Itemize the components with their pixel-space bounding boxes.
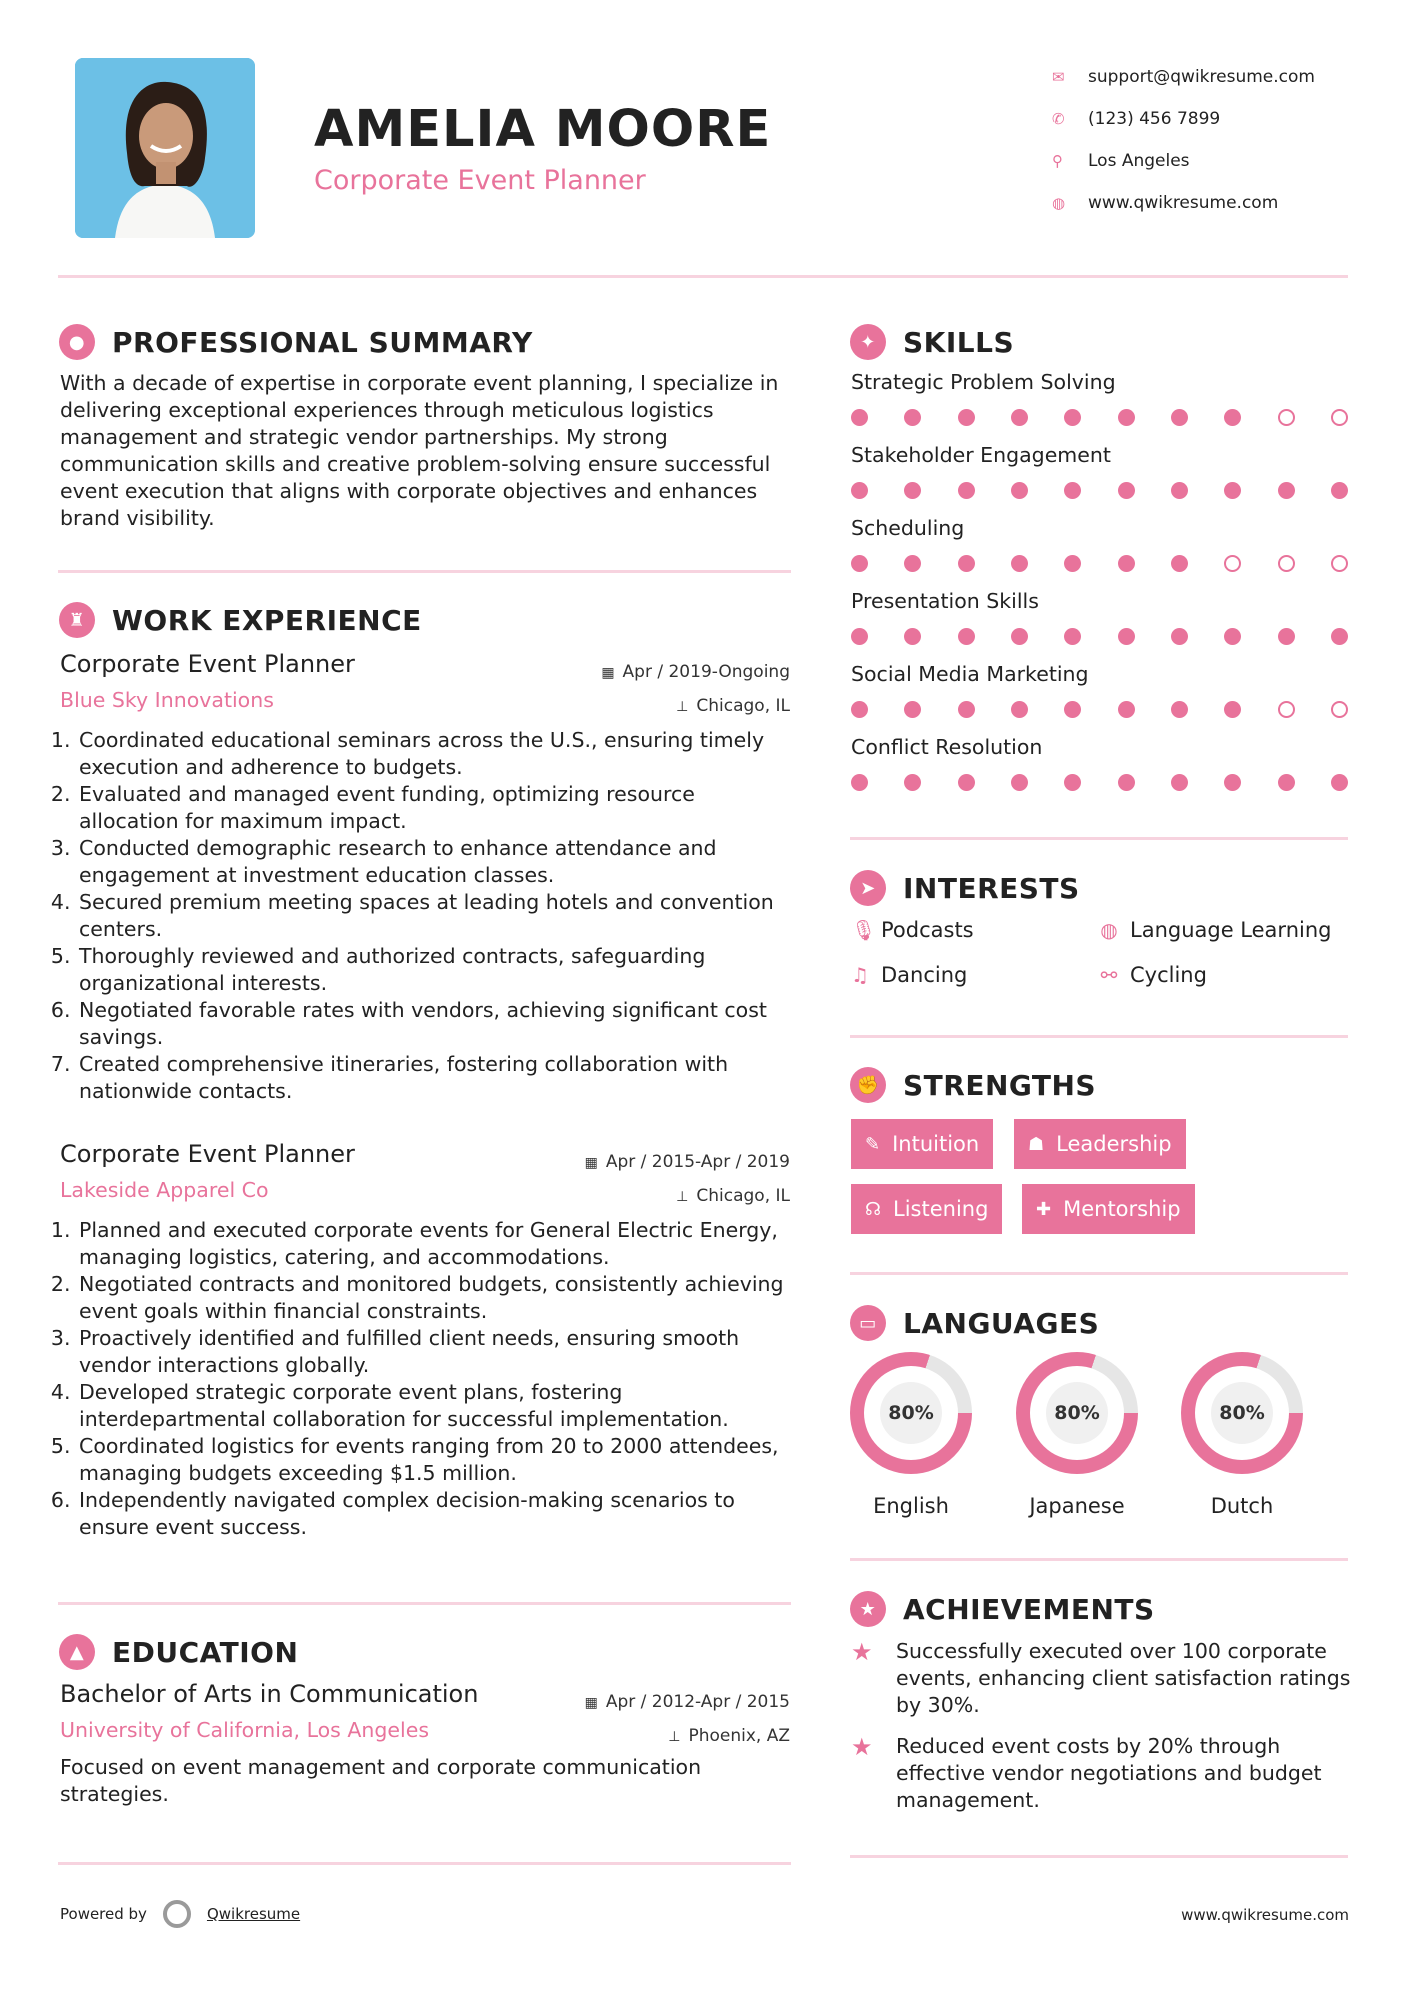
language-name: Japanese	[1029, 1494, 1125, 1518]
skill-dot-filled	[1064, 701, 1081, 718]
skill-dot-filled	[904, 774, 921, 791]
skill-dot-filled	[958, 701, 975, 718]
interest-label: Podcasts	[881, 918, 974, 942]
language-progress-ring	[1016, 1352, 1138, 1474]
skill-dot-filled	[1171, 409, 1188, 426]
skill-dot-filled	[851, 628, 868, 645]
job-bullet: 1. Coordinated educational seminars across the U.S., ensuring timely execution and adherence to budgets.	[77, 727, 790, 781]
education-heading	[59, 1634, 298, 1670]
interest-item-dancing	[851, 963, 967, 987]
achievement-text: Reduced event costs by 20% through effective vendor negotiations and budget management.	[896, 1734, 1322, 1812]
skill-name: Scheduling	[851, 516, 965, 540]
contact-phone[interactable]	[1048, 98, 1315, 140]
contact-location	[1048, 140, 1315, 182]
job-location-text: Chicago, IL	[696, 696, 790, 716]
skill-rating	[851, 628, 1348, 645]
skill-dot-filled	[851, 482, 868, 499]
calendar-icon: ▦	[584, 1155, 598, 1171]
contact-email-text: support@qwikresume.com	[1088, 67, 1315, 87]
skill-dot-empty	[1278, 409, 1295, 426]
skill-dot-filled	[958, 409, 975, 426]
job-bullet: 1. Planned and executed corporate events for General Electric Energy, managing logistics, catering, and accommodations.	[77, 1217, 790, 1271]
skill-dot-empty	[1331, 555, 1348, 572]
job-bullet: 2. Negotiated contracts and monitored budgets, consistently achieving event goals within financial constraints.	[77, 1271, 790, 1325]
skill-item	[851, 662, 1351, 718]
fist-icon: ✊	[850, 1067, 886, 1103]
strength-tag-mentorship	[1022, 1184, 1195, 1234]
summary-text: With a decade of expertise in corporate event planning, I specialize in delivering exceptional experiences through meticulous logistics management and strategic vendor partnerships. My strong communication skills and creative problem-solving ensure successful event execution that aligns with corporate objectives and enhances brand visibility.	[60, 371, 779, 530]
paper-plane-icon: ➤	[850, 870, 886, 906]
chair-icon: ♜	[59, 602, 95, 638]
interest-item-podcasts	[851, 918, 974, 942]
job-dates-text: Apr / 2019-Ongoing	[622, 662, 790, 682]
pin-icon: ⊥	[676, 699, 689, 715]
strengths-heading	[850, 1067, 1096, 1103]
skill-item	[851, 443, 1351, 499]
summary-heading-text: PROFESSIONAL SUMMARY	[112, 325, 533, 359]
skill-dot-filled	[1171, 482, 1188, 499]
shooting-star-icon: ★	[851, 1638, 873, 1666]
skill-dot-filled	[1118, 774, 1135, 791]
contact-phone-text: (123) 456 7899	[1088, 109, 1221, 129]
job-bullets	[60, 727, 790, 1105]
job-dates-text: Apr / 2015-Apr / 2019	[605, 1152, 790, 1172]
job-meta	[601, 656, 790, 724]
skill-dot-filled	[851, 774, 868, 791]
language-name: Dutch	[1210, 1494, 1274, 1518]
experience-divider	[58, 1602, 791, 1605]
skill-item	[851, 370, 1351, 426]
skill-dot-filled	[1064, 409, 1081, 426]
users-icon: ☗	[1028, 1133, 1045, 1155]
language-item	[850, 1352, 972, 1518]
languages-divider	[850, 1558, 1348, 1561]
job-bullet: 7. Created comprehensive itineraries, fostering collaboration with nationwide contacts.	[77, 1051, 790, 1105]
user-plus-icon: ✚	[1036, 1198, 1052, 1220]
strengths-heading-text: STRENGTHS	[903, 1068, 1097, 1102]
map-marker-icon: ⚲	[1052, 152, 1063, 170]
phone-icon: ✆	[1052, 110, 1065, 128]
languages-heading-text: LANGUAGES	[903, 1306, 1100, 1340]
job-location	[601, 690, 790, 724]
contact-list	[1048, 56, 1315, 224]
skill-dot-filled	[1171, 628, 1188, 645]
interests-heading-text: INTERESTS	[903, 871, 1080, 905]
language-progress-ring	[1181, 1352, 1303, 1474]
skill-dot-filled	[1331, 482, 1348, 499]
strength-tag-listening	[851, 1184, 1002, 1234]
job-bullets	[60, 1217, 790, 1541]
education-heading-text: EDUCATION	[112, 1635, 299, 1669]
skill-item	[851, 589, 1351, 645]
powered-by-text: Powered by	[60, 1905, 147, 1923]
language-percent: 80%	[1046, 1382, 1108, 1444]
skill-item	[851, 516, 1351, 572]
calendar-icon: ▦	[601, 665, 615, 681]
skill-dot-empty	[1224, 555, 1241, 572]
skill-dot-filled	[1011, 774, 1028, 791]
skill-dot-filled	[958, 774, 975, 791]
job-bullet: 4. Secured premium meeting spaces at leading hotels and convention centers.	[77, 889, 790, 943]
strength-label: Listening	[893, 1197, 989, 1221]
achievements-heading-text: ACHIEVEMENTS	[903, 1592, 1155, 1626]
candidate-title: Corporate Event Planner	[314, 165, 646, 196]
strengths-divider	[850, 1272, 1348, 1275]
job-bullet: 5. Thoroughly reviewed and authorized contracts, safeguarding organizational interests.	[77, 943, 790, 997]
skill-dot-filled	[1118, 482, 1135, 499]
experience-heading-text: WORK EXPERIENCE	[112, 603, 422, 637]
school-name: University of California, Los Angeles	[60, 1718, 430, 1742]
job-bullet: 2. Evaluated and managed event funding, optimizing resource allocation for maximum impact.	[77, 781, 790, 835]
skill-dot-filled	[1064, 774, 1081, 791]
candidate-name: AMELIA MOORE	[314, 100, 772, 159]
education-description: Focused on event management and corporate communication strategies.	[60, 1755, 702, 1806]
education-location	[585, 1720, 790, 1754]
skill-dot-filled	[1011, 482, 1028, 499]
skill-dot-filled	[1011, 555, 1028, 572]
magic-wand-icon: ✎	[865, 1133, 881, 1155]
skill-dot-filled	[1064, 482, 1081, 499]
language-name: English	[873, 1494, 949, 1518]
skill-name: Conflict Resolution	[851, 735, 1043, 759]
microphone-icon: 🎙	[851, 918, 877, 942]
skills-heading-text: SKILLS	[903, 325, 1015, 359]
strength-label: Leadership	[1056, 1132, 1172, 1156]
skill-dot-filled	[1118, 555, 1135, 572]
language-percent: 80%	[1211, 1382, 1273, 1444]
education-dates	[585, 1686, 790, 1720]
strength-label: Mentorship	[1063, 1197, 1181, 1221]
job-dates	[601, 656, 790, 690]
skill-dot-filled	[851, 701, 868, 718]
skill-dot-filled	[1278, 628, 1295, 645]
interest-item-language-learning	[1100, 918, 1331, 942]
skill-dot-filled	[1224, 774, 1241, 791]
job-bullet: 6. Negotiated favorable rates with vendors, achieving significant cost savings.	[77, 997, 790, 1051]
skill-item	[851, 735, 1351, 791]
skill-dot-filled	[904, 482, 921, 499]
skill-dot-filled	[1224, 409, 1241, 426]
language-card-icon: ▭	[850, 1305, 886, 1341]
job-meta	[585, 1146, 790, 1214]
skill-name: Stakeholder Engagement	[851, 443, 1111, 467]
profile-photo	[75, 58, 255, 238]
education-divider	[58, 1862, 791, 1865]
skill-dot-filled	[1224, 628, 1241, 645]
skill-rating	[851, 482, 1348, 499]
interests-heading	[850, 870, 1080, 906]
user-icon: ●	[59, 324, 95, 360]
strength-label: Intuition	[892, 1132, 980, 1156]
skill-dot-filled	[1118, 409, 1135, 426]
education-dates-text: Apr / 2012-Apr / 2015	[605, 1692, 790, 1712]
contact-location-text: Los Angeles	[1088, 151, 1190, 171]
skill-rating	[851, 701, 1348, 718]
job-location-text: Chicago, IL	[696, 1186, 790, 1206]
language-item	[1016, 1352, 1138, 1518]
contact-website[interactable]	[1048, 182, 1315, 224]
footer-url[interactable]: www.qwikresume.com	[1181, 1906, 1349, 1924]
interests-divider	[850, 1035, 1348, 1038]
job-bullet: 6. Independently navigated complex decision-making scenarios to ensure event success.	[77, 1487, 790, 1541]
skill-dot-filled	[904, 409, 921, 426]
skill-dot-filled	[851, 409, 868, 426]
job-location	[585, 1180, 790, 1214]
skill-dot-filled	[1224, 482, 1241, 499]
skill-rating	[851, 774, 1348, 791]
interest-label: Language Learning	[1130, 918, 1332, 942]
language-item	[1181, 1352, 1303, 1518]
globe-icon: ◍	[1100, 918, 1118, 942]
skill-name: Strategic Problem Solving	[851, 370, 1116, 394]
summary-divider	[58, 570, 791, 573]
skill-dot-empty	[1331, 701, 1348, 718]
pin-icon: ⊥	[668, 1729, 681, 1745]
achievement-item	[851, 1733, 1351, 1814]
skill-dot-filled	[958, 555, 975, 572]
skill-rating	[851, 409, 1348, 426]
experience-heading	[59, 602, 422, 638]
skill-dot-filled	[1331, 774, 1348, 791]
graduation-icon: ▲	[59, 1634, 95, 1670]
skill-name: Social Media Marketing	[851, 662, 1089, 686]
skill-rating	[851, 555, 1348, 572]
job-title: Corporate Event Planner	[60, 650, 355, 678]
interest-label: Cycling	[1130, 963, 1207, 987]
skill-dot-filled	[1331, 628, 1348, 645]
job-entry-2	[60, 1140, 790, 1541]
envelope-icon: ✉	[1052, 68, 1065, 86]
interest-label: Dancing	[881, 963, 968, 987]
skills-divider	[850, 837, 1348, 840]
achievements-heading	[850, 1591, 1155, 1627]
job-bullet: 3. Proactively identified and fulfilled client needs, ensuring smooth vendor interactions globally.	[77, 1325, 790, 1379]
job-bullet: 4. Developed strategic corporate event plans, fostering interdepartmental collaboration for successful implementation.	[77, 1379, 790, 1433]
education-location-text: Phoenix, AZ	[688, 1726, 790, 1746]
qwikresume-link[interactable]: Qwikresume	[206, 1905, 301, 1923]
music-note-icon: ♫	[851, 963, 869, 987]
skill-dot-filled	[904, 701, 921, 718]
header-divider	[58, 275, 1348, 278]
skill-dot-filled	[1064, 628, 1081, 645]
job-bullet: 3. Conducted demographic research to enhance attendance and engagement at investment education classes.	[77, 835, 790, 889]
skill-dot-filled	[904, 555, 921, 572]
language-percent: 80%	[880, 1382, 942, 1444]
skill-name: Presentation Skills	[851, 589, 1039, 613]
strength-tag-intuition	[851, 1119, 993, 1169]
qwikresume-logo-icon	[163, 1900, 191, 1928]
job-title: Corporate Event Planner	[60, 1140, 355, 1168]
skill-dot-filled	[1118, 628, 1135, 645]
headphones-icon: ☊	[865, 1198, 881, 1220]
skill-dot-filled	[904, 628, 921, 645]
lightbulb-icon: ✦	[850, 324, 886, 360]
skill-dot-filled	[851, 555, 868, 572]
strength-tag-leadership	[1014, 1119, 1186, 1169]
skill-dot-filled	[1011, 628, 1028, 645]
star-badge-icon: ★	[850, 1591, 886, 1627]
achievements-divider	[850, 1855, 1348, 1858]
interest-item-cycling	[1100, 963, 1207, 987]
language-progress-ring	[850, 1352, 972, 1474]
education-meta	[585, 1686, 790, 1754]
skill-dot-filled	[1064, 555, 1081, 572]
job-entry-1	[60, 650, 790, 1105]
skill-dot-filled	[1171, 555, 1188, 572]
skill-dot-filled	[1278, 774, 1295, 791]
bicycle-icon: ⚯	[1100, 963, 1118, 987]
skill-dot-filled	[1171, 701, 1188, 718]
pin-icon: ⊥	[676, 1189, 689, 1205]
skill-dot-filled	[1118, 701, 1135, 718]
languages-heading	[850, 1305, 1099, 1341]
globe-icon: ◍	[1052, 194, 1066, 212]
footer-branding	[60, 1900, 300, 1928]
achievement-text: Successfully executed over 100 corporate events, enhancing client satisfaction ratings by 30%.	[896, 1639, 1351, 1717]
skill-dot-filled	[1171, 774, 1188, 791]
skill-dot-empty	[1278, 701, 1295, 718]
contact-email[interactable]	[1048, 56, 1315, 98]
job-dates	[585, 1146, 790, 1180]
degree-title: Bachelor of Arts in Communication	[60, 1680, 479, 1708]
skill-dot-filled	[1011, 701, 1028, 718]
skills-heading	[850, 324, 1014, 360]
summary-heading	[59, 324, 533, 360]
skill-dot-empty	[1278, 555, 1295, 572]
achievement-item	[851, 1638, 1351, 1719]
skill-dot-filled	[1011, 409, 1028, 426]
job-company: Blue Sky Innovations	[60, 688, 274, 712]
education-entry	[60, 1680, 790, 1808]
contact-website-text: www.qwikresume.com	[1088, 193, 1279, 213]
skill-dot-filled	[958, 482, 975, 499]
job-company: Lakeside Apparel Co	[60, 1178, 269, 1202]
skill-dot-filled	[1278, 482, 1295, 499]
shooting-star-icon: ★	[851, 1733, 873, 1761]
skill-dot-empty	[1331, 409, 1348, 426]
job-bullet: 5. Coordinated logistics for events ranging from 20 to 2000 attendees, managing budgets exceeding $1.5 million.	[77, 1433, 790, 1487]
skill-dot-filled	[958, 628, 975, 645]
skill-dot-filled	[1224, 701, 1241, 718]
calendar-icon: ▦	[584, 1695, 598, 1711]
